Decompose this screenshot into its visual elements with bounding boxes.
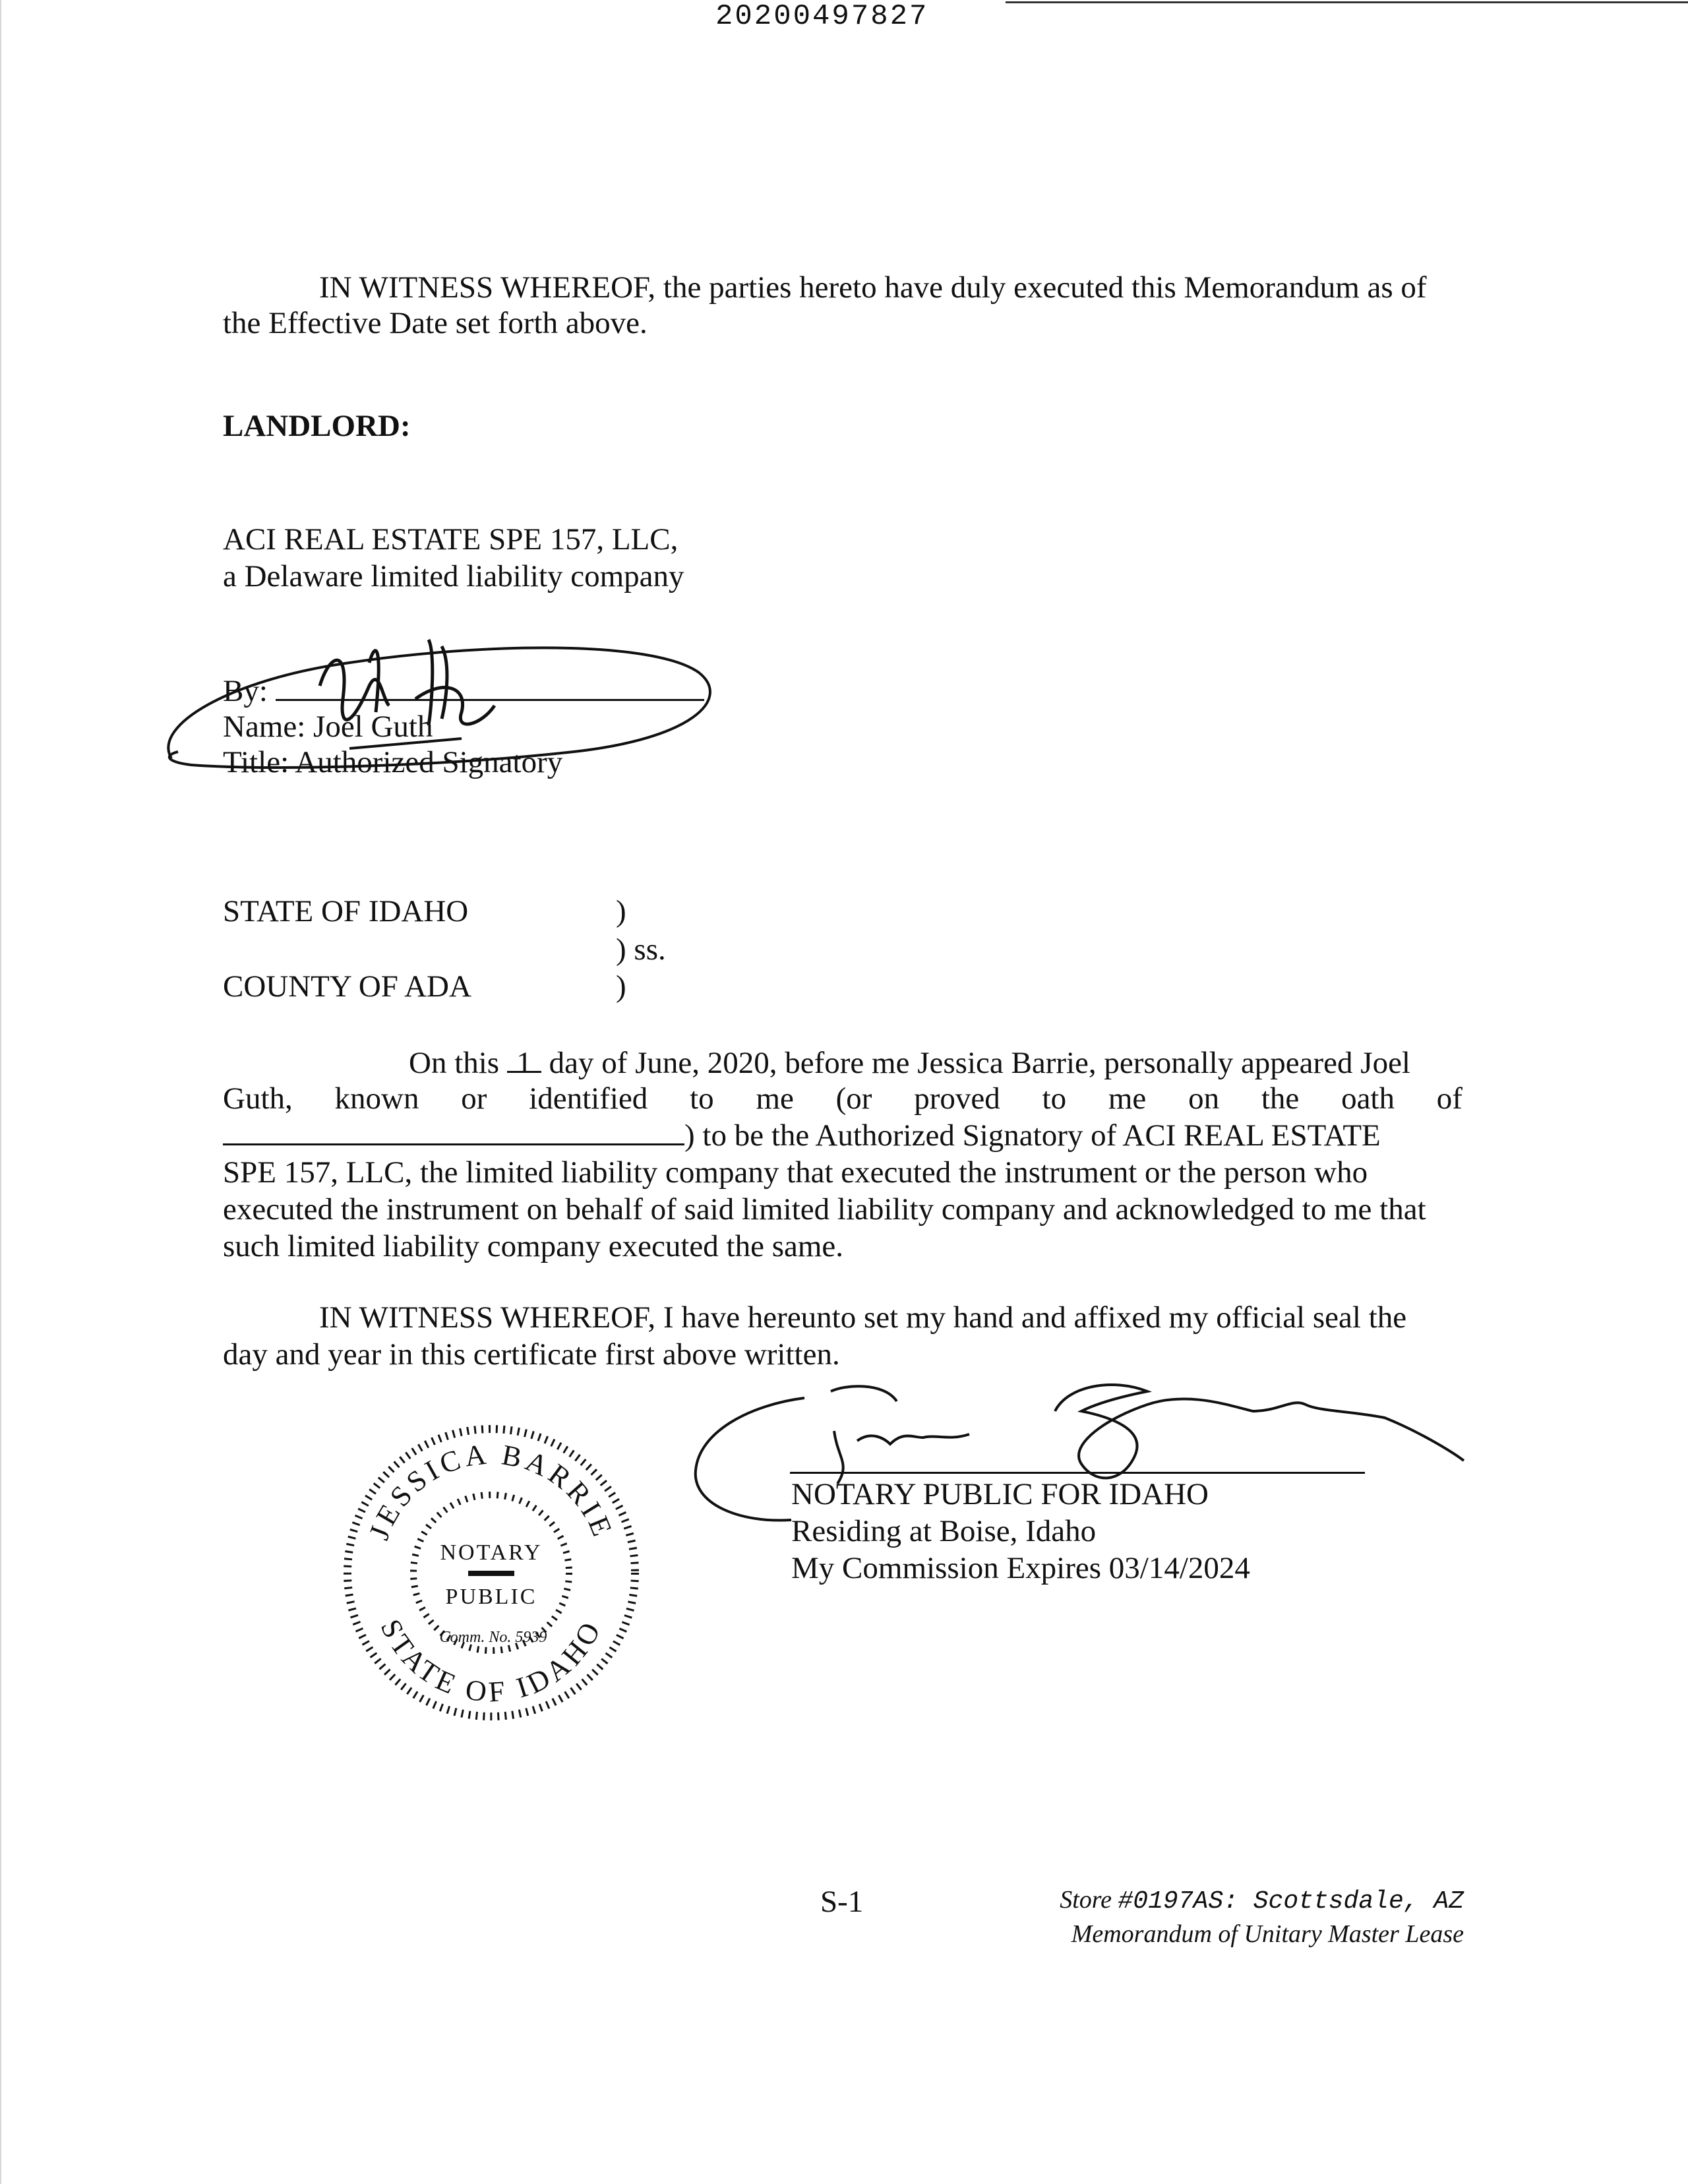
ack-word: known [334, 1081, 419, 1116]
venue-state: STATE OF IDAHO [223, 894, 469, 928]
seal-center-top: NOTARY [440, 1540, 543, 1565]
seal-comm-number: Comm. No. 5939 [439, 1629, 547, 1646]
ack-line-1-rest: day of June, 2020, before me Jessica Barrie, personally appeared Joel [549, 1046, 1410, 1080]
ack-line-4: SPE 157, LLC, the limited liability company that executed the instrument or the person who [223, 1155, 1368, 1190]
footer-doc-title: Memorandum of Unitary Master Lease [1071, 1920, 1464, 1948]
header-rule [1006, 1, 1688, 3]
ack-word: of [1436, 1081, 1462, 1116]
footer-store [1060, 1883, 1464, 1918]
ack-word: Guth, [223, 1081, 293, 1116]
notary-seal [336, 1418, 646, 1728]
venue-paren-2: ) [616, 969, 626, 1004]
ack-line-2 [223, 1080, 1462, 1117]
page-number: S-1 [820, 1885, 864, 1919]
footer-store-code: #0197AS: Scottsdale, AZ [1118, 1887, 1464, 1916]
landlord-company-name: ACI REAL ESTATE SPE 157, LLC, [223, 522, 678, 557]
ack-day: 1 [507, 1045, 541, 1073]
ack-word: me [756, 1081, 794, 1116]
notary-commission-expires: My Commission Expires 03/14/2024 [791, 1551, 1250, 1585]
venue-county: COUNTY OF ADA [223, 969, 471, 1004]
ack-word: oath [1341, 1081, 1395, 1116]
ack-line-6: such limited liability company executed the same. [223, 1229, 844, 1263]
landlord-heading: LANDLORD: [223, 409, 411, 443]
signer-name: Name: Joel Guth [223, 710, 433, 744]
signer-title: Title: Authorized Signatory [223, 745, 563, 779]
ack-word: on [1188, 1081, 1220, 1116]
venue-paren-1: ) [616, 894, 626, 928]
ack-line-3-rest: ) to be the Authorized Signatory of ACI REAL ESTATE [684, 1118, 1381, 1153]
ack-word: proved [914, 1081, 1000, 1116]
seal-center-bar [468, 1571, 514, 1576]
intro-line-2: the Effective Date set forth above. [223, 306, 648, 340]
landlord-signature [152, 626, 745, 798]
seal-bottom-text: STATE OF IDAHO [374, 1614, 609, 1709]
by-label: By: [223, 674, 268, 708]
oath-blank-line [223, 1117, 684, 1145]
witness2-line-1: IN WITNESS WHEREOF, I have hereunto set my hand and affixed my official seal the [319, 1300, 1407, 1335]
ack-word: or [461, 1081, 487, 1116]
scan-left-edge [0, 0, 1, 2184]
seal-top-text: JESSICA BARRIE [362, 1438, 620, 1544]
ack-word: me [1108, 1081, 1147, 1116]
venue-ss: ) ss. [616, 932, 666, 967]
ack-word: to [690, 1081, 714, 1116]
ack-line-1 [409, 1045, 1410, 1081]
ack-on-this: On this [409, 1046, 500, 1080]
notary-signature-line [790, 1472, 1365, 1474]
notary-residing: Residing at Boise, Idaho [791, 1514, 1097, 1548]
notary-title: NOTARY PUBLIC FOR IDAHO [791, 1477, 1209, 1511]
footer-store-prefix: Store [1060, 1886, 1118, 1914]
record-number: 20200497827 [715, 0, 929, 33]
landlord-company-desc: a Delaware limited liability company [223, 559, 684, 593]
ack-word: identified [529, 1081, 648, 1116]
ack-line-5: executed the instrument on behalf of said limited liability company and acknowledged to me that [223, 1192, 1426, 1227]
ack-line-3 [223, 1117, 1381, 1154]
ack-word: the [1261, 1081, 1300, 1116]
ack-word: to [1042, 1081, 1067, 1116]
witness2-line-2: day and year in this certificate first above written. [223, 1337, 840, 1372]
intro-line-1: IN WITNESS WHEREOF, the parties hereto have duly executed this Memorandum as of [319, 270, 1427, 305]
seal-center-bottom: PUBLIC [445, 1585, 537, 1609]
ack-word: (or [835, 1081, 872, 1116]
